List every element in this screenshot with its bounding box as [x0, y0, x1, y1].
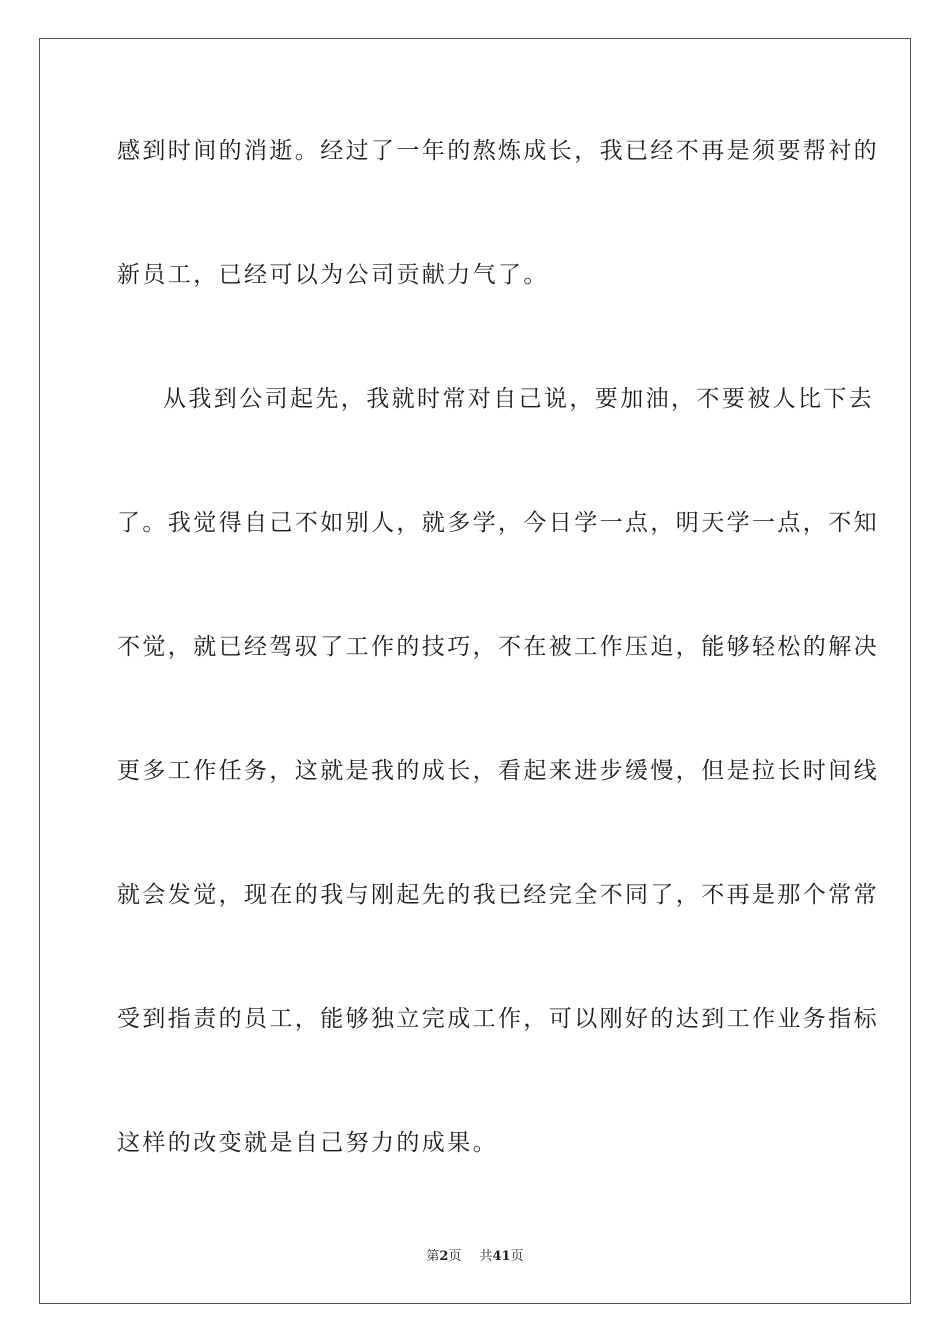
page-suffix: 页 — [448, 1249, 462, 1264]
text-line-6: 更多工作任务，这就是我的成长，看起来进步缓慢，但是拉长时间线 — [117, 758, 879, 784]
page-prefix: 第 — [426, 1249, 440, 1264]
total-prefix: 共 — [479, 1249, 493, 1264]
page-footer — [0, 1248, 950, 1266]
total-suffix: 页 — [510, 1249, 524, 1264]
text-line-4: 了。我觉得自己不如别人，就多学，今日学一点，明天学一点，不知 — [117, 510, 879, 536]
text-line-9: 这样的改变就是自己努力的成果。 — [117, 1130, 498, 1156]
text-line-3: 从我到公司起先，我就时常对自己说，要加油，不要被人比下去 — [163, 386, 875, 412]
text-line-1: 感到时间的消逝。经过了一年的熬炼成长，我已经不再是须要帮衬的 — [117, 138, 879, 164]
total-pages: 41 — [492, 1249, 511, 1264]
text-line-8: 受到指责的员工，能够独立完成工作，可以刚好的达到工作业务指标 — [117, 1006, 879, 1032]
page-number: 2 — [439, 1249, 449, 1264]
text-line-7: 就会发觉，现在的我与刚起先的我已经完全不同了，不再是那个常常 — [117, 882, 879, 908]
page-border — [39, 38, 911, 1304]
text-line-2: 新员工，已经可以为公司贡献力气了。 — [117, 262, 549, 288]
text-line-5: 不觉，就已经驾驭了工作的技巧，不在被工作压迫，能够轻松的解决 — [117, 634, 879, 660]
